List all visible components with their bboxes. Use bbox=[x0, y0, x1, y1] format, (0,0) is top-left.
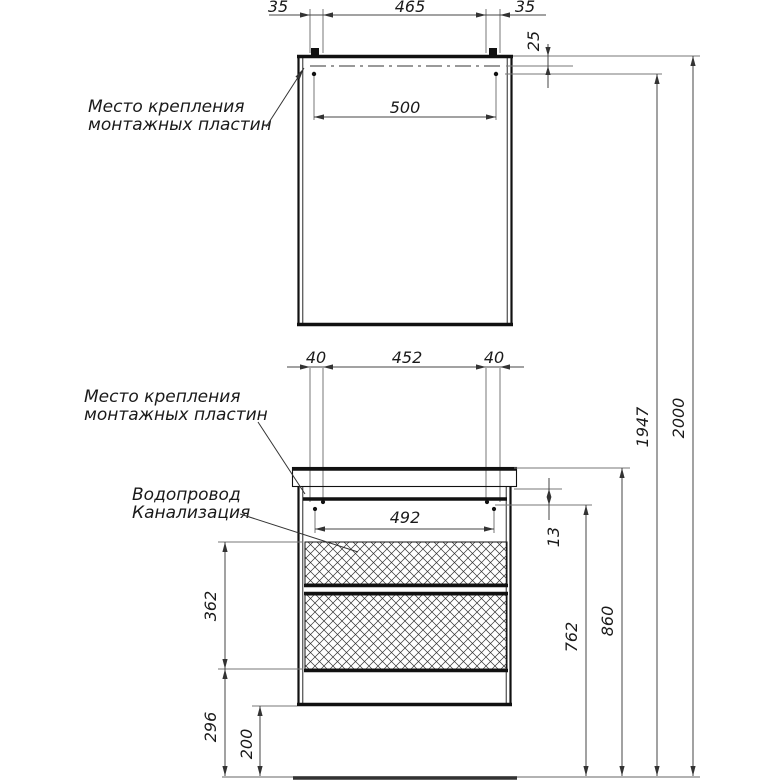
mirror-cabinet-outline bbox=[297, 48, 513, 326]
dim-mount-height: 762 bbox=[562, 621, 581, 653]
dim-cabinet-plate-spacing: 452 bbox=[391, 348, 423, 367]
dim-left-vertical-chain bbox=[201, 542, 303, 776]
dim-mirror-mount-width-label: 500 bbox=[389, 98, 421, 117]
floor-line bbox=[222, 777, 700, 778]
dim-cabinet-mount-width bbox=[315, 508, 494, 533]
dim-mirror-plate-depth-label: 25 bbox=[524, 30, 543, 52]
dim-cabinet-mount-width-label: 492 bbox=[389, 508, 421, 527]
note-cabinet-mount bbox=[84, 387, 305, 494]
drawer-front-upper bbox=[305, 542, 507, 584]
dim-bottom-to-drawers: 296 bbox=[201, 711, 220, 743]
dim-drawer-section-height: 362 bbox=[201, 590, 220, 622]
dim-countertop-height: 860 bbox=[598, 605, 617, 637]
drawer-front-lower bbox=[305, 595, 507, 669]
dim-mirror-plate-offset-left: 35 bbox=[267, 0, 289, 16]
dim-countertop-to-mount-label: 13 bbox=[544, 526, 563, 548]
mounting-plate-right bbox=[489, 48, 497, 56]
note-cabinet-mount-line1: Место крепления bbox=[84, 387, 241, 407]
dim-cabinet-plate-chain bbox=[287, 348, 524, 502]
dim-mirror-mount-width bbox=[314, 76, 496, 120]
dim-total-height: 2000 bbox=[669, 397, 688, 439]
dim-mirror-plate-offset-right: 35 bbox=[514, 0, 536, 16]
dim-mirror-plate-spacing: 465 bbox=[394, 0, 426, 16]
note-cabinet-mount-line2: монтажных пластин bbox=[84, 405, 268, 425]
dim-mirror-plate-chain bbox=[268, 0, 546, 53]
dim-mirror-mount-height: 1947 bbox=[633, 406, 652, 448]
dim-cabinet-plate-offset-left: 40 bbox=[305, 348, 327, 367]
dim-floor-clearance: 200 bbox=[237, 728, 256, 760]
mounting-plate-left bbox=[311, 48, 319, 56]
vanity-cabinet-outline bbox=[292, 468, 517, 707]
dim-cabinet-plate-offset-right: 40 bbox=[483, 348, 505, 367]
note-mirror-mount-line1: Место крепления bbox=[88, 97, 245, 117]
note-mirror-mount bbox=[88, 68, 304, 135]
dim-mirror-plate-depth bbox=[505, 31, 700, 88]
note-plumbing-line1: Водопровод bbox=[132, 485, 241, 505]
dim-right-vertical-chain bbox=[514, 56, 696, 776]
note-plumbing-line2: Канализация bbox=[132, 503, 251, 523]
note-mirror-mount-line2: монтажных пластин bbox=[88, 115, 272, 135]
